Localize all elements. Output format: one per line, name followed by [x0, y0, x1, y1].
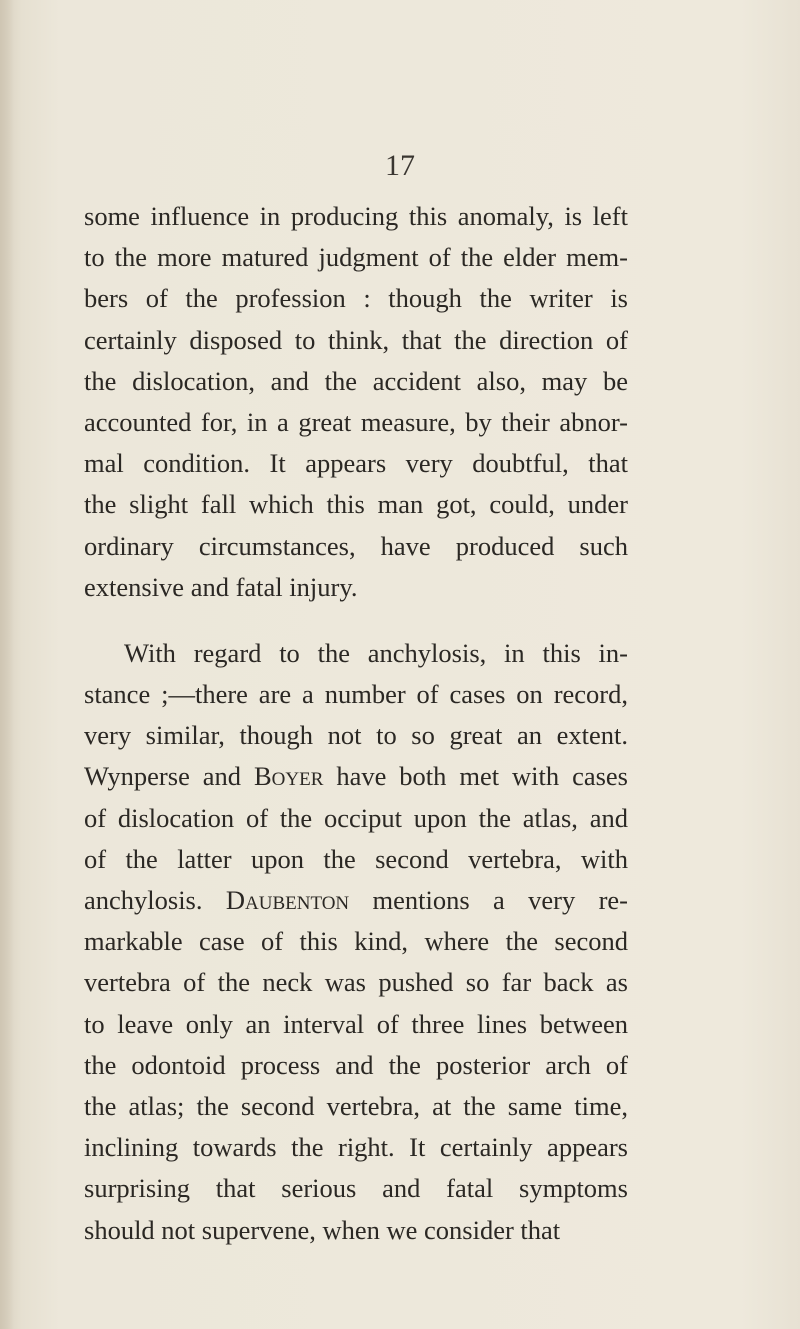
author-name: Daubenton	[225, 885, 350, 915]
text-line: should not supervene, when we consider that	[84, 1214, 561, 1245]
text-line-names: Wynperse and Boyer have both met with cases	[84, 761, 628, 792]
text-line: vertebra of the neck was pushed so far back as	[84, 967, 628, 998]
text-line: of dislocation of the occiput upon the atlas, and	[84, 802, 628, 833]
text-line: some influence in producing this anomaly, is left	[84, 201, 628, 231]
text-line: stance ;—there are a number of cases on record,	[84, 679, 628, 710]
text-line: extensive and fatal injury.	[84, 571, 358, 602]
text-line: ordinary circumstances, have produced such	[84, 530, 628, 561]
text-line: accounted for, in a great measure, by their abnor-	[84, 406, 628, 437]
text-line: the slight fall which this man got, could, under	[84, 489, 628, 520]
text-line: to the more matured judgment of the elder mem-	[84, 242, 628, 273]
text-line: to leave only an interval of three lines between	[84, 1008, 628, 1039]
text-line: inclining towards the right. It certainly appears	[84, 1132, 628, 1163]
body-text	[84, 196, 628, 1251]
text-line: very similar, though not to so great an extent.	[84, 720, 628, 751]
text-line-names: anchylosis. Daubenton mentions a very re-	[84, 885, 628, 915]
text-line: surprising that serious and fatal symptoms	[84, 1173, 628, 1204]
text-line: the dislocation, and the accident also, may be	[84, 365, 628, 396]
text-line: the atlas; the second vertebra, at the same time,	[84, 1090, 628, 1121]
author-name: Boyer	[253, 761, 324, 792]
text-line: mal condition. It appears very doubtful, that	[84, 448, 628, 479]
page-number: 17	[385, 149, 415, 182]
paragraph-1	[84, 196, 628, 608]
text-line: the odontoid process and the posterior arch of	[84, 1049, 628, 1080]
text-line: of the latter upon the second vertebra, with	[84, 843, 628, 874]
binding-shadow	[0, 0, 14, 1329]
text-line: bers of the profession : though the writer is	[84, 283, 628, 314]
text-line: markable case of this kind, where the second	[84, 926, 628, 957]
text-line: With regard to the anchylosis, in this in-	[124, 637, 628, 668]
paragraph-2	[84, 633, 628, 1251]
text-line: certainly disposed to think, that the direction of	[84, 324, 628, 355]
